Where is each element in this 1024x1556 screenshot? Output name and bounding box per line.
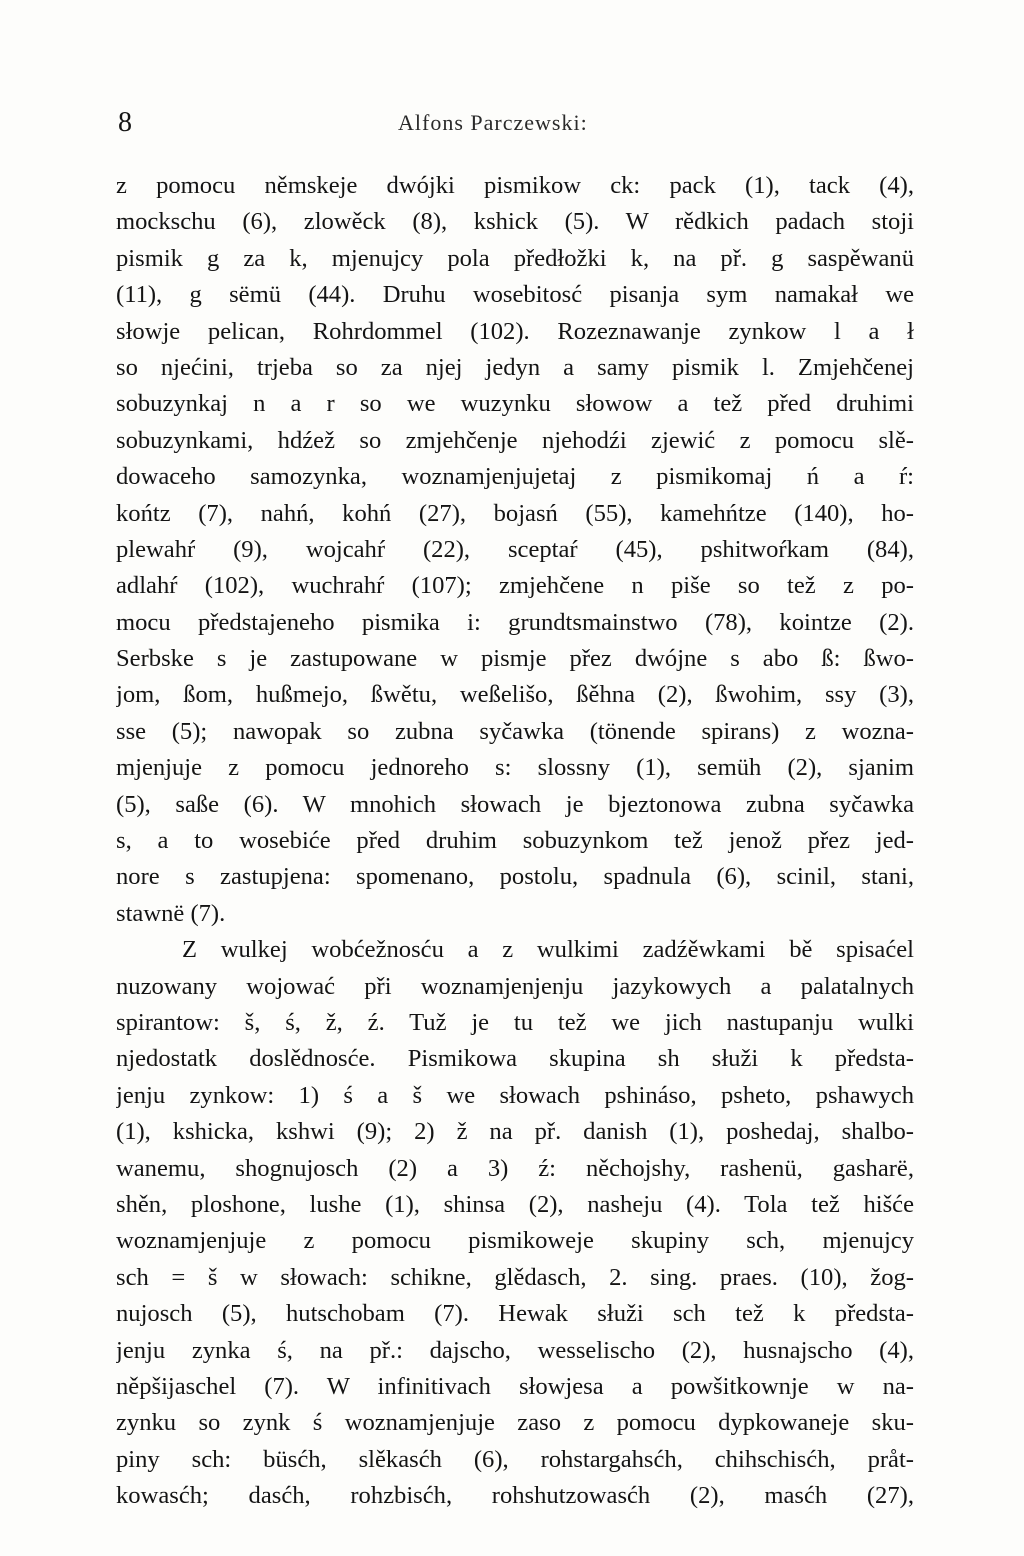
text-line: piny sch: büsćh, slěkasćh (6), rohstargahsćh, chihschisćh, pråt- xyxy=(116,1445,914,1473)
text-line: něpšijaschel (7). W infinitivach słowjesa a powšitkownje w na- xyxy=(116,1372,914,1400)
text-line: so njećini, trjeba so za njej jedyn a samy pismik l. Zmjehčenej xyxy=(116,353,914,381)
text-line: plewahŕ (9), wojcahŕ (22), sceptaŕ (45), pshitwoŕkam (84), xyxy=(116,535,914,563)
page-header xyxy=(118,103,924,143)
paragraph-2 xyxy=(116,932,914,1514)
text-line: spirantow: š, ś, ž, ź. Tuž je tu tež we jich nastupanju wulki xyxy=(116,1008,914,1036)
text-line: sch = š w słowach: schikne, glědasch, 2. sing. praes. (10), žog- xyxy=(116,1263,914,1291)
text-line: z pomocu němskeje dwójki pismikow ck: pack (1), tack (4), xyxy=(116,172,914,199)
text-line: dowaceho samozynka, woznamjenjujetaj z pismikomaj ń a ŕ: xyxy=(116,463,914,491)
text-line: końtz (7), nahń, kohń (27), bojasń (55), kamehńtze (140), ho- xyxy=(116,499,914,527)
text-line: mockschu (6), zlowěck (8), kshick (5). W rědkich padach stoji xyxy=(116,208,914,236)
text-line: sse (5); nawopak so zubna syčawka (tönende spirans) z wozna- xyxy=(116,717,914,745)
text-line: nujosch (5), hutschobam (7). Hewak słuži sch tež k předsta- xyxy=(116,1300,914,1328)
text-line: jenju zynka ś, na př.: dajscho, wesselischo (2), husnajscho (4), xyxy=(116,1336,914,1364)
text-line: wanemu, shognujosch (2) a 3) ź: něchojshy, rashenü, gasharë, xyxy=(116,1154,914,1182)
running-head: Alfons Parczewski: xyxy=(398,110,588,135)
text-line: nore s zastupjena: spomenano, postolu, spadnula (6), scinil, stani, xyxy=(116,863,914,891)
text-line: adlahŕ (102), wuchrahŕ (107); zmjehčene n piše so tež z po- xyxy=(116,572,914,600)
text-line: woznamjenjuje z pomocu pismikoweje skupiny sch, mjenujcy xyxy=(116,1227,914,1255)
body-text xyxy=(116,168,914,1514)
text-line: słowje pelican, Rohrdommel (102). Rozeznawanje zynkow l a ł xyxy=(116,317,914,345)
text-line: sobuzynkami, hdźež so zmjehčenje njehodźi zjewić z pomocu slě- xyxy=(116,426,914,454)
text-line: mocu předstajeneho pismika i: grundtsmainstwo (78), kointze (2). xyxy=(116,608,914,636)
text-line: s, a to wosebiće před druhim sobuzynkom tež jenož přez jed- xyxy=(116,827,914,855)
text-line: jom, ßom, hußmejo, ßwětu, weßelišo, ßěhna (2), ßwohim, ssy (3), xyxy=(116,681,914,709)
text-line: jenju zynkow: 1) ś a š we słowach pshináso, psheto, pshawych xyxy=(116,1081,914,1109)
text-line: njedostatk doslědnosće. Pismikowa skupina sh słuži k předsta- xyxy=(116,1045,914,1073)
page-number: 8 xyxy=(118,107,132,138)
paragraph-1 xyxy=(116,168,914,932)
text-line: (1), kshicka, kshwi (9); 2) ž na př. danish (1), poshedaj, shalbo- xyxy=(116,1118,914,1146)
text-line: Z wulkej wobćežnosću a z wulkimi zadźěwkami bě spisaćel xyxy=(182,936,914,964)
text-line: stawnë (7). xyxy=(116,899,226,927)
text-line: sobuzynkaj n a r so we wuzynku słowow a tež před druhimi xyxy=(116,390,914,418)
text-line: nuzowany wojować při woznamjenjenju jazykowych a palatalnych xyxy=(116,972,914,1000)
text-line: pismik g za k, mjenujcy pola předłožki k, na př. g saspěwanü xyxy=(116,244,914,272)
text-line: shěn, ploshone, lushe (1), shinsa (2), nasheju (4). Tola tež hišće xyxy=(116,1190,914,1218)
text-line: Serbske s je zastupowane w pismje přez dwójne s abo ß: ßwo- xyxy=(116,645,914,673)
text-line: (11), g sëmü (44). Druhu wosebitosć pisanja sym namakał we xyxy=(116,281,914,309)
text-line: zynku so zynk ś woznamjenjuje zaso z pomocu dypkowaneje sku- xyxy=(116,1409,914,1437)
text-line: mjenjuje z pomocu jednoreho s: slossny (1), semüh (2), sjanim xyxy=(116,754,914,782)
text-line: (5), saße (6). W mnohich słowach je bjeztonowa zubna syčawka xyxy=(116,790,914,818)
text-line: kowasćh; dasćh, rohzbisćh, rohshutzowasćh (2), masćh (27), xyxy=(116,1482,914,1510)
